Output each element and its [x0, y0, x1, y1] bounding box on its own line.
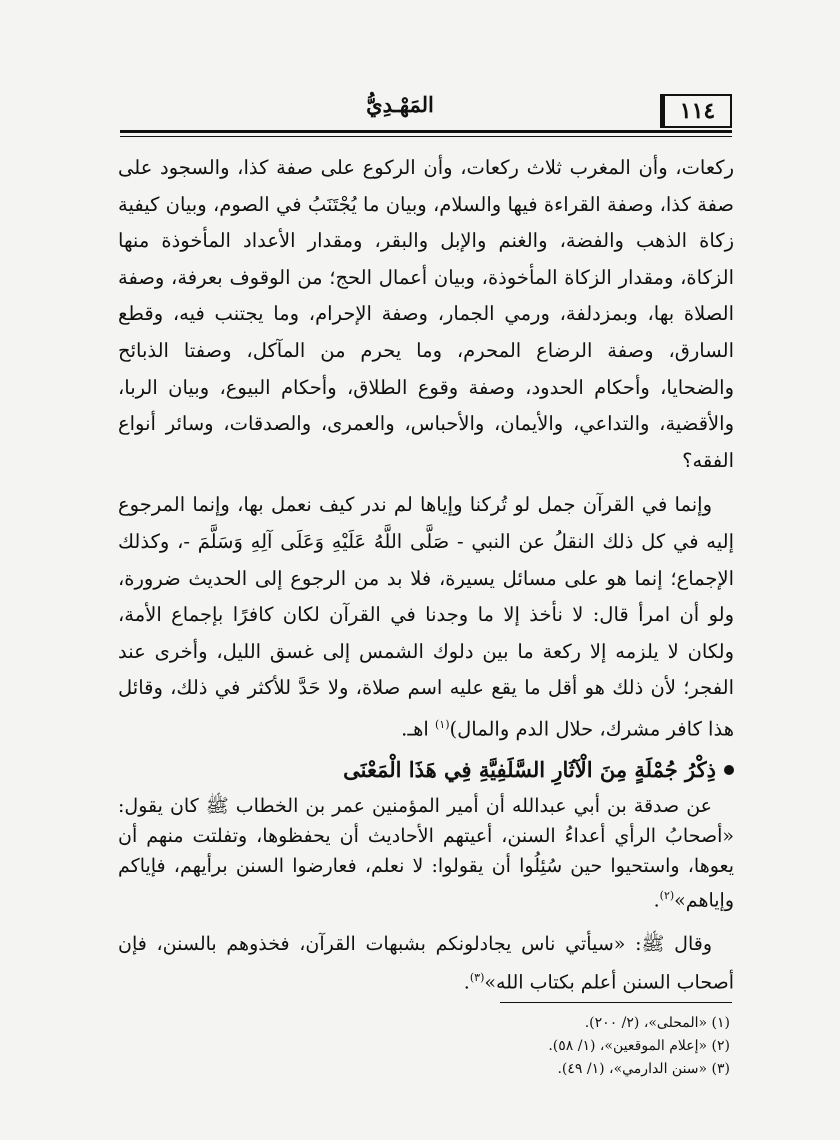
footnote-ref-3: (٣) [469, 970, 485, 984]
paragraph-3-end: . [653, 888, 660, 911]
footnote-ref-1: (١) [434, 717, 450, 731]
running-title: المَهْـدِيُّ [366, 92, 434, 117]
paragraph-2-end: اهـ. [401, 717, 435, 741]
footnotes [400, 1012, 730, 1081]
footnote-ref-2: (٢) [659, 888, 675, 902]
page-number: ١١٤ [660, 94, 732, 128]
paragraph-2-text: وإنما في القرآن جمل لو تُركنا وإياها لم ندر كيف نعمل بها، وإنما المرجوع إليه في كل ذلك النقلُ عن النبي - صَلَّى اللَّهُ عَلَيْهِ وَعَلَى آلِهِ وَسَلَّمَ -، وكذلك الإجماع؛ إنما هو على مسائل يسيرة، فلا بد من الرجوع إلى الحديث ضرورة، ولو أن امرأ قال: لا نأخذ إلا ما وجدنا في القرآن لكان كافرًا بإجماع الأمة، ولكان لا يلزمه إلا ركعة ما بين دلوك الشمس إلى غسق الليل، وأخرى عند الفجر؛ لأن ذلك هو أقل ما يقع عليه اسم صلاة، ولا حَدَّ للأكثر في ذلك، وقائل هذا كافر مشرك، حلال الدم والمال) [118, 493, 734, 741]
paragraph-2 [118, 487, 734, 748]
header-rule-thick [120, 130, 732, 133]
header-rule-thin [120, 136, 732, 137]
section-heading-text: ذِكْرُ جُمْلَةٍ مِنَ الْآثَارِ السَّلَفِيَّةِ فِي هَذَا الْمَعْنَى [343, 757, 716, 782]
paragraph-4-text: وقال ﷺ: «سيأتي ناس يجادلونكم بشبهات القرآن، فخذوهم بالسنن، فإن أصحاب السنن أعلم بكتاب الله» [118, 932, 734, 994]
footnote-separator [500, 1002, 732, 1003]
bullet-icon [724, 765, 734, 775]
paragraph-4 [118, 927, 734, 999]
footnote-1: (١) «المحلى»، (٢/ ٢٠٠). [584, 1015, 730, 1031]
footnote-3: (٣) «سنن الدارمي»، (١/ ٤٩). [557, 1061, 730, 1077]
paragraph-3-text: عن صدقة بن أبي عبدالله أن أمير المؤمنين عمر بن الخطاب ﷺ كان يقول: «أصحابُ الرأي أعداءُ السنن، أعيتهم الأحاديث أن يحفظوها، وتفلتت منهم أن يعوها، واستحيوا حين سُئِلُوا أن يقولوا: لا نعلم، فعارضوا السنن برأيهم، فإياكم وإياهم» [118, 794, 734, 911]
page-header [120, 88, 732, 132]
quotes-block [118, 791, 734, 1000]
paragraph-1: ركعات، وأن المغرب ثلاث ركعات، وأن الركوع على صفة كذا، والسجود على صفة كذا، وصفة القراءة فيها والسلام، وبيان ما يُجْتَنَبُ في الصوم، وبيان كيفية زكاة الذهب والفضة، والغنم والإبل والبقر، ومقدار الأعداد المأخوذة منها الزكاة، ومقدار الزكاة المأخوذة، وبيان أعمال الحج؛ من الوقوف بعرفة، وصفة الصلاة بها، وبمزدلفة، ورمي الجمار، وصفة الإحرام، وما يجتنب فيه، وقطع السارق، وصفة الرضاع المحرم، وما يحرم من المآكل، وصفتا الذبائح والضحايا، وأحكام الحدود، وصفة وقوع الطلاق، وأحكام البيوع، وبيان الربا، والأقضية، والتداعي، والأيمان، والأحباس، والعمرى، والصدقات، وسائر أنواع الفقه؟ [118, 156, 734, 472]
paragraph-4-end: . [463, 971, 470, 994]
paragraph-3 [118, 791, 734, 915]
main-text [118, 150, 734, 999]
footnote-2: (٢) «إعلام الموقعين»، (١/ ٥٨). [548, 1038, 730, 1054]
section-heading [118, 752, 734, 789]
